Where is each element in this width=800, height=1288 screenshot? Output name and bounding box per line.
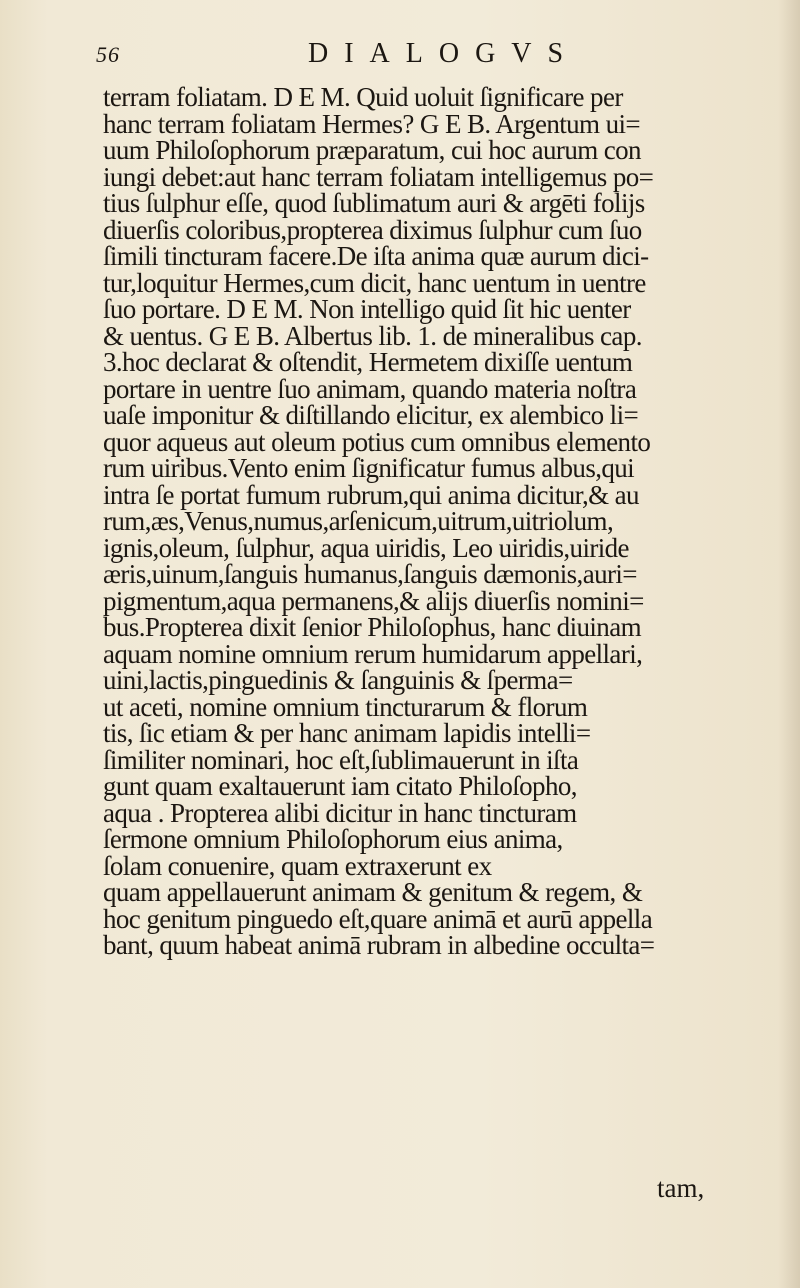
text-line: iungi debet:aut hanc terram foliatam intelligemus po= [103, 161, 654, 192]
text-line: ſolam conuenire, quam extraxerunt ex [103, 850, 492, 881]
text-line: tur,loquitur Hermes,cum dicit, hanc uentum in uentre [103, 267, 646, 298]
catchword: tam, [657, 1173, 705, 1203]
text-line: uum Philoſophorum præparatum, cui hoc aurum con [103, 135, 641, 165]
text-line: pigmentum,aqua permanens,& alijs diuerſis nomini= [103, 585, 644, 616]
text-line: hoc genitum pinguedo eſt,quare animā et aurū appella [103, 903, 653, 934]
text-line: quor aqueus aut oleum potius cum omnibus elemento [103, 426, 651, 457]
running-title: DIALOGVS [308, 38, 580, 69]
text-line: & uentus. G E B. Albertus lib. 1. de mineralibus cap. [103, 320, 642, 351]
page-edge-shadow [778, 0, 800, 1288]
text-line: aquam nomine omnium rerum humidarum appellari, [103, 638, 643, 669]
text-line: gunt quam exaltauerunt iam citato Philoſopho, [103, 771, 577, 801]
text-line: ſermone omnium Philoſophorum eius anima, [103, 824, 563, 854]
running-head [96, 34, 580, 74]
text-line: portare in uentre ſuo animam, quando materia noſtra [103, 373, 637, 404]
text-line: tius ſulphur eſſe, quod ſublimatum auri & argēti folijs [103, 188, 645, 218]
text-line: rum,æs,Venus,numus,arſenicum,uitrum,uitriolum, [103, 506, 614, 536]
text-line: intra ſe portat fumum rubrum,qui anima dicitur,& au [103, 479, 639, 510]
text-line: ſimili tincturam facere.De iſta anima quæ aurum dici- [103, 241, 649, 271]
text-line: 3.hoc declarat & oſtendit, Hermetem dixiſſe uentum [103, 347, 633, 377]
text-line: diuerſis coloribus,propterea diximus ſulphur cum ſuo [103, 214, 642, 245]
page-number: 56 [96, 42, 120, 67]
text-line: ſuo portare. D E M. Non intelligo quid ſit hic uenter [103, 294, 631, 324]
text-line: uaſe imponitur & diſtillando elicitur, ex alembico li= [103, 400, 639, 430]
body-text [103, 84, 743, 959]
text-line: bant, quum habeat animā rubram in albedine occulta= [103, 930, 655, 960]
text-line: bus.Propterea dixit ſenior Philoſophus, hanc diuinam [103, 612, 641, 642]
text-line: ut aceti, nomine omnium tincturarum & florum [103, 691, 588, 722]
text-line: ignis,oleum, ſulphur, aqua uiridis, Leo uiridis,uiride [103, 532, 629, 563]
text-line: uini,lactis,pinguedinis & ſanguinis & ſperma= [103, 665, 573, 695]
text-line: æris,uinum,ſanguis humanus,ſanguis dæmonis,auri= [103, 559, 637, 589]
text-line: aqua . Propterea alibi dicitur in hanc tincturam [103, 797, 577, 828]
text-line: tis, ſic etiam & per hanc animam lapidis intelli= [103, 718, 591, 748]
text-line: ſimiliter nominari, hoc eſt,ſublimauerunt in iſta [103, 744, 579, 775]
text-line: rum uiribus.Vento enim ſignificatur fumus albus,qui [103, 453, 635, 483]
text-line: quam appellauerunt animam & genitum & regem, & [103, 877, 643, 907]
text-line: terram foliatam. D E M. Quid uoluit ſignificare per [103, 82, 623, 112]
text-line: hanc terram foliatam Hermes? G E B. Argentum ui= [103, 108, 641, 139]
